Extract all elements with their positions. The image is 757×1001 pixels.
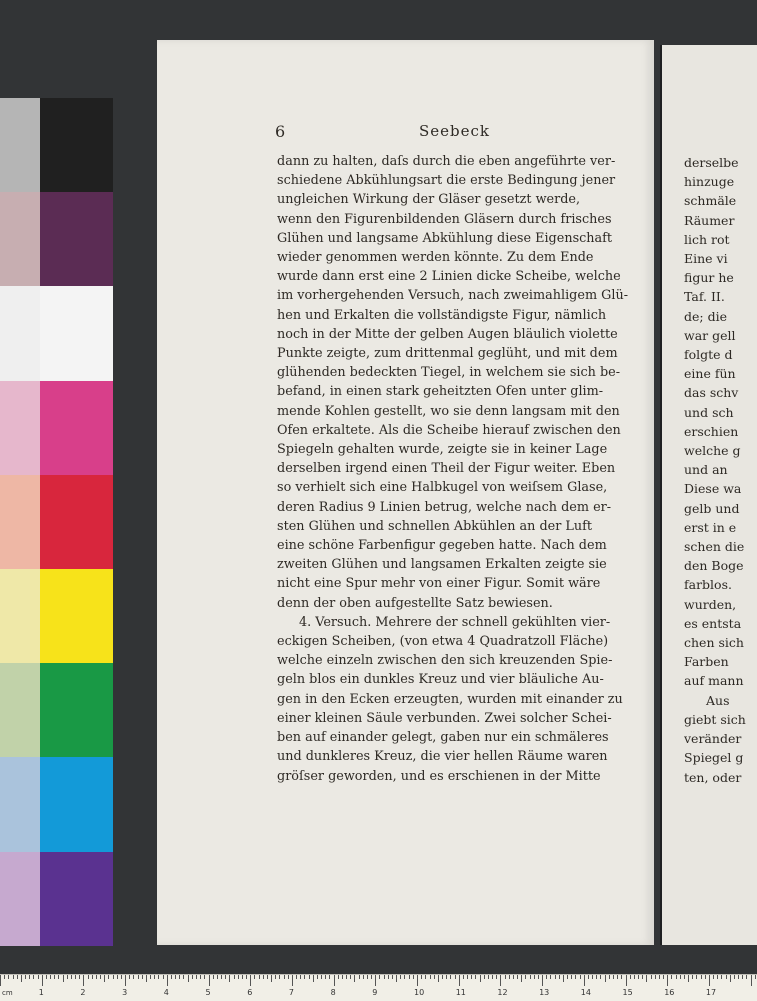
ruler-tick bbox=[475, 975, 476, 979]
facing-text-line: Räumer bbox=[684, 212, 735, 228]
facing-text-line: eine fün bbox=[684, 366, 736, 382]
ruler-tick bbox=[325, 975, 326, 979]
ruler-tick bbox=[363, 975, 364, 979]
ruler-tick bbox=[659, 975, 660, 979]
ruler-tick bbox=[183, 975, 184, 979]
ruler-tick bbox=[342, 975, 343, 979]
ruler-tick bbox=[455, 975, 456, 979]
color-swatch bbox=[40, 286, 113, 380]
ruler-tick bbox=[667, 975, 668, 986]
ruler-tick bbox=[284, 975, 285, 979]
ruler-tick bbox=[463, 975, 464, 979]
ruler-tick bbox=[509, 975, 510, 979]
ruler-tick bbox=[54, 975, 55, 979]
facing-text-line: lich rot bbox=[684, 231, 730, 247]
ruler-label: 10 bbox=[414, 988, 425, 997]
ruler-tick bbox=[146, 975, 147, 982]
facing-text-line: Farben bbox=[684, 654, 729, 670]
ruler-tick bbox=[425, 975, 426, 979]
ruler-tick bbox=[279, 975, 280, 979]
color-swatch bbox=[40, 192, 113, 286]
ruler-tick bbox=[209, 975, 210, 986]
ruler-tick bbox=[221, 975, 222, 979]
ruler-tick bbox=[613, 975, 614, 979]
ruler-tick bbox=[525, 975, 526, 979]
ruler-tick bbox=[267, 975, 268, 979]
facing-text-line: schen die bbox=[684, 539, 745, 555]
color-swatch bbox=[40, 569, 113, 663]
text-line: mende Kohlen gestellt, wo sie denn langsam mit den bbox=[277, 403, 620, 419]
ruler-label: 16 bbox=[664, 988, 675, 997]
measurement-ruler bbox=[0, 974, 757, 1001]
ruler-tick bbox=[329, 975, 330, 979]
color-swatch bbox=[0, 98, 40, 192]
facing-text-line: de; die bbox=[684, 308, 727, 324]
ruler-tick bbox=[234, 975, 235, 979]
ruler-tick bbox=[171, 975, 172, 979]
text-line: einer kleinen Säule verbunden. Zwei solcher Schei- bbox=[277, 710, 612, 726]
ruler-tick bbox=[271, 975, 272, 982]
ruler-label: 2 bbox=[80, 988, 86, 997]
ruler-tick bbox=[121, 975, 122, 979]
ruler-tick bbox=[388, 975, 389, 979]
facing-text-line: Eine vi bbox=[684, 251, 728, 267]
color-swatch bbox=[40, 381, 113, 475]
ruler-tick bbox=[546, 975, 547, 979]
ruler-tick bbox=[309, 975, 310, 979]
ruler-label: 15 bbox=[622, 988, 633, 997]
text-line: ben auf einander gelegt, gaben nur ein schmäleres bbox=[277, 730, 609, 746]
page-header bbox=[157, 122, 654, 146]
text-line: im vorhergehenden Versuch, nach zweimahligem Glü- bbox=[277, 288, 629, 304]
ruler-tick bbox=[421, 975, 422, 979]
text-line: eckigen Scheiben, (von etwa 4 Quadratzoll Fläche) bbox=[277, 634, 609, 650]
ruler-tick bbox=[746, 975, 747, 979]
text-line: gröſser geworden, und es erschienen in der Mitte bbox=[277, 768, 601, 784]
ruler-tick bbox=[651, 975, 652, 979]
ruler-tick bbox=[79, 975, 80, 979]
ruler-tick bbox=[150, 975, 151, 979]
facing-text-line: derselbe bbox=[684, 155, 739, 170]
ruler-tick bbox=[92, 975, 93, 979]
ruler-tick bbox=[392, 975, 393, 979]
ruler-label: 17 bbox=[705, 988, 717, 997]
ruler-tick bbox=[467, 975, 468, 979]
ruler-tick bbox=[538, 975, 539, 979]
facing-text-line: es entsta bbox=[684, 615, 742, 631]
ruler-tick bbox=[138, 975, 139, 979]
ruler-tick bbox=[517, 975, 518, 979]
facing-text-line: wurden, bbox=[684, 596, 737, 612]
ruler-tick bbox=[663, 975, 664, 979]
ruler-tick bbox=[404, 975, 405, 979]
ruler-tick bbox=[630, 975, 631, 979]
ruler-tick bbox=[484, 975, 485, 979]
ruler-tick bbox=[600, 975, 601, 979]
ruler-tick bbox=[542, 975, 543, 986]
ruler-tick bbox=[217, 975, 218, 979]
facing-text-line: veränder bbox=[684, 731, 742, 747]
ruler-tick bbox=[225, 975, 226, 979]
ruler-tick bbox=[530, 975, 531, 979]
ruler-tick bbox=[521, 975, 522, 982]
color-swatch bbox=[0, 286, 40, 380]
ruler-tick bbox=[175, 975, 176, 979]
ruler-tick bbox=[617, 975, 618, 979]
text-line: 4. Versuch. Mehrere der schnell gekühlten vier- bbox=[299, 614, 611, 630]
facing-text-line: erschien bbox=[684, 423, 739, 439]
color-swatch bbox=[40, 475, 113, 569]
ruler-label: 6 bbox=[247, 988, 253, 997]
ruler-label: 12 bbox=[497, 988, 508, 997]
ruler-tick bbox=[721, 975, 722, 979]
text-line: Glühen und langsame Abkühlung diese Eigenschaft bbox=[277, 230, 613, 246]
ruler-tick bbox=[167, 975, 168, 986]
ruler-tick bbox=[163, 975, 164, 979]
ruler-tick bbox=[263, 975, 264, 979]
facing-text-line: folgte d bbox=[684, 347, 733, 363]
ruler-tick bbox=[701, 975, 702, 979]
ruler-tick bbox=[605, 975, 606, 982]
ruler-tick bbox=[488, 975, 489, 979]
ruler-tick bbox=[492, 975, 493, 979]
ruler-label: 7 bbox=[288, 988, 294, 997]
facing-text-line: und sch bbox=[684, 404, 734, 420]
ruler-tick bbox=[459, 975, 460, 986]
ruler-tick bbox=[250, 975, 251, 986]
ruler-tick bbox=[396, 975, 397, 982]
ruler-tick bbox=[192, 975, 193, 979]
ruler-tick bbox=[196, 975, 197, 979]
color-swatch bbox=[40, 852, 113, 946]
ruler-tick bbox=[550, 975, 551, 979]
ruler-tick bbox=[117, 975, 118, 979]
ruler-label: 1 bbox=[38, 988, 44, 997]
ruler-tick bbox=[25, 975, 26, 979]
text-line: wurde dann erst eine 2 Linien dicke Scheibe, welche bbox=[277, 269, 621, 285]
ruler-tick bbox=[400, 975, 401, 979]
text-line: und dunkleres Kreuz, die vier hellen Räume waren bbox=[277, 749, 608, 765]
text-line: geln blos ein dunkles Kreuz und vier bläuliche Au- bbox=[277, 672, 604, 688]
ruler-tick bbox=[67, 975, 68, 979]
ruler-tick bbox=[108, 975, 109, 979]
ruler-unit: cm bbox=[2, 989, 13, 997]
ruler-tick bbox=[346, 975, 347, 979]
facing-text-line: ten, oder bbox=[684, 769, 742, 785]
ruler-tick bbox=[434, 975, 435, 979]
text-line: ungleichen Wirkung der Gläser gesetzt werde, bbox=[277, 192, 581, 208]
color-swatch bbox=[40, 663, 113, 757]
text-line: Ofen erkaltete. Als die Scheibe hierauf zwischen den bbox=[277, 422, 621, 438]
text-line: zweiten Glühen und langsamen Erkalten zeigte sie bbox=[277, 557, 607, 573]
color-swatch bbox=[0, 663, 40, 757]
text-line: hen und Erkalten die vollständigste Figur, nämlich bbox=[277, 307, 607, 323]
text-line: eine schöne Farbenfigur gegeben hatte. Nach dem bbox=[277, 538, 607, 554]
ruler-tick bbox=[534, 975, 535, 979]
ruler-tick bbox=[734, 975, 735, 979]
page-number: 6 bbox=[275, 122, 286, 141]
ruler-tick bbox=[563, 975, 564, 982]
ruler-tick bbox=[634, 975, 635, 979]
facing-text-line: Aus bbox=[706, 692, 730, 708]
ruler-tick bbox=[375, 975, 376, 986]
facing-text-line: hinzuge bbox=[684, 174, 735, 190]
ruler-tick bbox=[430, 975, 431, 979]
ruler-tick bbox=[588, 975, 589, 979]
ruler-tick bbox=[292, 975, 293, 986]
facing-text-line: farblos. bbox=[684, 577, 732, 593]
text-line: nicht eine Spur mehr von einer Figur. Somit wäre bbox=[277, 576, 601, 592]
ruler-tick bbox=[738, 975, 739, 979]
ruler-label: 3 bbox=[122, 988, 128, 997]
text-line: glühenden bedeckten Tiegel, in welchem sie sich be- bbox=[277, 365, 621, 381]
ruler-tick bbox=[438, 975, 439, 982]
ruler-tick bbox=[75, 975, 76, 979]
text-line: welche einzeln zwischen den sich kreuzenden Spie- bbox=[277, 653, 613, 669]
color-swatch bbox=[0, 381, 40, 475]
ruler-tick bbox=[384, 975, 385, 979]
ruler-tick bbox=[592, 975, 593, 979]
color-swatch bbox=[0, 569, 40, 663]
ruler-tick bbox=[559, 975, 560, 979]
ruler-tick bbox=[379, 975, 380, 979]
ruler-tick bbox=[655, 975, 656, 979]
ruler-label: 11 bbox=[455, 988, 466, 997]
ruler-tick bbox=[555, 975, 556, 979]
ruler-tick bbox=[33, 975, 34, 979]
ruler-tick bbox=[83, 975, 84, 986]
ruler-tick bbox=[571, 975, 572, 979]
ruler-tick bbox=[142, 975, 143, 979]
ruler-tick bbox=[717, 975, 718, 979]
facing-text-line: war gell bbox=[684, 327, 736, 343]
ruler-tick bbox=[638, 975, 639, 979]
ruler-tick bbox=[480, 975, 481, 982]
ruler-tick bbox=[0, 975, 1, 986]
ruler-tick bbox=[158, 975, 159, 979]
ruler-tick bbox=[317, 975, 318, 979]
ruler-tick bbox=[505, 975, 506, 979]
facing-text-line: Diese wa bbox=[684, 481, 742, 497]
color-swatch bbox=[40, 98, 113, 192]
ruler-tick bbox=[38, 975, 39, 979]
ruler-tick bbox=[21, 975, 22, 982]
ruler-tick bbox=[609, 975, 610, 979]
text-line: Punkte zeigte, zum drittenmal geglüht, und mit dem bbox=[277, 346, 618, 362]
ruler-tick bbox=[63, 975, 64, 982]
ruler-tick bbox=[621, 975, 622, 979]
ruler-tick bbox=[705, 975, 706, 979]
running-title: Seebeck bbox=[419, 122, 490, 140]
ruler-tick bbox=[246, 975, 247, 979]
color-swatch bbox=[0, 475, 40, 569]
facing-text-line: chen sich bbox=[684, 635, 744, 651]
ruler-tick bbox=[238, 975, 239, 979]
ruler-tick bbox=[213, 975, 214, 979]
facing-text-line: das schv bbox=[684, 385, 739, 401]
ruler-tick bbox=[46, 975, 47, 979]
ruler-tick bbox=[596, 975, 597, 979]
facing-text-line: welche g bbox=[684, 443, 741, 459]
ruler-tick bbox=[275, 975, 276, 979]
ruler-tick bbox=[71, 975, 72, 979]
ruler-tick bbox=[684, 975, 685, 979]
ruler-tick bbox=[296, 975, 297, 979]
facing-text-line: auf mann bbox=[684, 673, 744, 689]
ruler-tick bbox=[688, 975, 689, 982]
ruler-tick bbox=[321, 975, 322, 979]
ruler-tick bbox=[104, 975, 105, 982]
facing-text-line: Taf. II. bbox=[684, 289, 725, 305]
ruler-label: 5 bbox=[205, 988, 211, 997]
ruler-tick bbox=[58, 975, 59, 979]
text-line: so verhielt sich eine Halbkugel von weiſsem Glase, bbox=[277, 480, 608, 496]
ruler-tick bbox=[300, 975, 301, 979]
ruler-tick bbox=[742, 975, 743, 979]
ruler-tick bbox=[129, 975, 130, 979]
facing-text-line: giebt sich bbox=[684, 711, 746, 727]
ruler-tick bbox=[626, 975, 627, 986]
ruler-tick bbox=[179, 975, 180, 979]
ruler-tick bbox=[29, 975, 30, 979]
facing-text-line: und an bbox=[684, 462, 728, 478]
ruler-tick bbox=[642, 975, 643, 979]
ruler-tick bbox=[304, 975, 305, 979]
ruler-tick bbox=[133, 975, 134, 979]
ruler-tick bbox=[584, 975, 585, 986]
ruler-tick bbox=[229, 975, 230, 982]
ruler-tick bbox=[417, 975, 418, 986]
ruler-tick bbox=[692, 975, 693, 979]
ruler-tick bbox=[313, 975, 314, 982]
ruler-tick bbox=[413, 975, 414, 979]
ruler-tick bbox=[367, 975, 368, 979]
facing-text-line: figur he bbox=[684, 270, 734, 286]
ruler-tick bbox=[696, 975, 697, 979]
ruler-tick bbox=[4, 975, 5, 979]
ruler-tick bbox=[354, 975, 355, 982]
text-line: Spiegeln gehalten wurde, zeigte sie in keiner Lage bbox=[277, 442, 608, 458]
ruler-tick bbox=[500, 975, 501, 986]
ruler-tick bbox=[442, 975, 443, 979]
ruler-tick bbox=[125, 975, 126, 986]
text-line: befand, in einen stark geheitzten Ofen unter glim- bbox=[277, 384, 604, 400]
ruler-tick bbox=[680, 975, 681, 979]
ruler-tick bbox=[154, 975, 155, 979]
ruler-tick bbox=[13, 975, 14, 979]
book-page bbox=[157, 40, 654, 945]
facing-page bbox=[660, 45, 757, 945]
ruler-tick bbox=[204, 975, 205, 979]
ruler-tick bbox=[676, 975, 677, 979]
ruler-tick bbox=[359, 975, 360, 979]
ruler-tick bbox=[751, 975, 752, 986]
ruler-tick bbox=[513, 975, 514, 979]
ruler-tick bbox=[580, 975, 581, 979]
body-text bbox=[277, 152, 647, 786]
ruler-tick bbox=[259, 975, 260, 979]
ruler-tick bbox=[338, 975, 339, 979]
ruler-label: 9 bbox=[372, 988, 378, 997]
ruler-tick bbox=[450, 975, 451, 979]
ruler-tick bbox=[471, 975, 472, 979]
ruler-tick bbox=[713, 975, 714, 979]
text-line: sten Glühen und schnellen Abkühlen an der Luft bbox=[277, 518, 593, 534]
ruler-tick bbox=[709, 975, 710, 986]
ruler-tick bbox=[446, 975, 447, 979]
ruler-tick bbox=[17, 975, 18, 979]
color-swatch bbox=[0, 852, 40, 946]
ruler-label: 8 bbox=[330, 988, 336, 997]
ruler-tick bbox=[350, 975, 351, 979]
ruler-tick bbox=[242, 975, 243, 979]
color-swatch bbox=[40, 757, 113, 851]
ruler-tick bbox=[496, 975, 497, 979]
ruler-tick bbox=[100, 975, 101, 979]
ruler-tick bbox=[371, 975, 372, 979]
text-line: noch in der Mitte der gelben Augen bläulich violette bbox=[277, 326, 618, 342]
ruler-tick bbox=[755, 975, 756, 979]
text-line: wieder genommen werden könnte. Zu dem Ende bbox=[277, 250, 594, 266]
text-line: dann zu halten, daſs durch die eben angeführte ver- bbox=[277, 154, 616, 169]
ruler-tick bbox=[254, 975, 255, 979]
ruler-tick bbox=[200, 975, 201, 979]
ruler-tick bbox=[42, 975, 43, 986]
text-line: derselben irgend einen Theil der Figur weiter. Eben bbox=[277, 461, 616, 477]
ruler-tick bbox=[730, 975, 731, 982]
text-line: schiedene Abkühlungsart die erste Bedingung jener bbox=[277, 173, 616, 189]
text-line: deren Radius 9 Linien betrug, welche nach dem er- bbox=[277, 499, 612, 515]
facing-page-text bbox=[684, 153, 757, 787]
text-line: wenn den Figurenbildenden Gläsern durch frisches bbox=[277, 211, 612, 227]
ruler-tick bbox=[188, 975, 189, 982]
color-calibration-strip bbox=[0, 98, 113, 946]
facing-text-line: erst in e bbox=[684, 519, 737, 535]
ruler-label: 14 bbox=[580, 988, 591, 997]
ruler-tick bbox=[288, 975, 289, 979]
color-swatch bbox=[0, 757, 40, 851]
ruler-tick bbox=[671, 975, 672, 979]
ruler-label: 4 bbox=[163, 988, 169, 997]
facing-text-line: gelb und bbox=[684, 500, 740, 516]
ruler-tick bbox=[567, 975, 568, 979]
ruler-tick bbox=[88, 975, 89, 979]
color-swatch bbox=[0, 192, 40, 286]
ruler-tick bbox=[50, 975, 51, 979]
ruler-tick bbox=[726, 975, 727, 979]
text-line: gen in den Ecken erzeugten, wurden mit einander zu bbox=[277, 691, 623, 707]
ruler-tick bbox=[96, 975, 97, 979]
ruler-tick bbox=[113, 975, 114, 979]
facing-text-line: den Boge bbox=[684, 558, 744, 574]
ruler-tick bbox=[409, 975, 410, 979]
facing-text-line: Spiegel g bbox=[684, 750, 744, 766]
text-line: denn der oben aufgestellte Satz bewiesen. bbox=[277, 595, 553, 611]
facing-text-line: schmäle bbox=[684, 193, 737, 209]
ruler-tick bbox=[575, 975, 576, 979]
ruler-tick bbox=[646, 975, 647, 982]
ruler-label: 13 bbox=[539, 988, 550, 997]
ruler-tick bbox=[8, 975, 9, 979]
ruler-tick bbox=[334, 975, 335, 986]
